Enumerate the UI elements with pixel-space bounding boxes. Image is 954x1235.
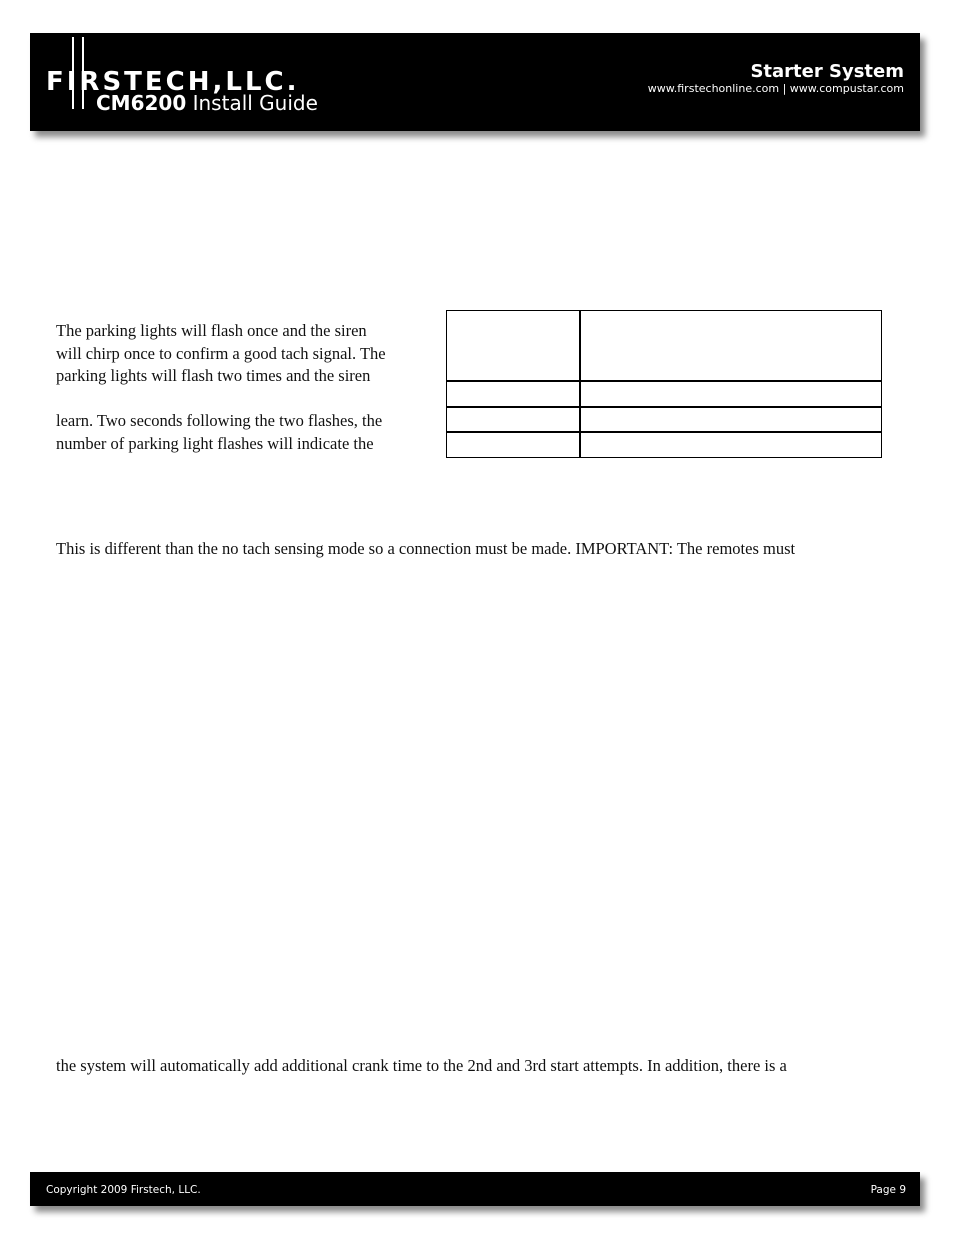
paragraph-line: learn. Two seconds following the two flashes, the <box>56 411 383 430</box>
tach-flash-table <box>446 310 882 458</box>
page-footer <box>30 1172 920 1206</box>
paragraph-line: parking lights will flash two times and the siren <box>56 366 371 385</box>
connection-text: This is different than the no tach sensing mode so a connection must be made. IMPORTANT: The remotes must <box>56 539 796 558</box>
page-number: Page 9 <box>870 1184 906 1196</box>
paragraph-line: The parking lights will flash once and the siren <box>56 321 367 340</box>
guide-title <box>96 93 318 113</box>
page-header <box>30 33 920 131</box>
firstech-logo: FIRSTECH,LLC. <box>46 67 300 97</box>
table-row-divider <box>447 431 881 433</box>
guide-label: Install Guide <box>186 91 318 115</box>
crank-time-text: the system will automatically add additional crank time to the 2nd and 3rd start attempts. In addition, there is a <box>56 1056 787 1075</box>
paragraph-line: will chirp once to confirm a good tach signal. The <box>56 343 386 363</box>
table-row-divider <box>447 380 881 382</box>
model-name: CM6200 <box>96 91 187 115</box>
copyright-text: Copyright 2009 Firstech, LLC. <box>46 1184 201 1196</box>
paragraph-line: number of parking light flashes will indicate the <box>56 433 374 453</box>
system-title: Starter System <box>750 61 904 82</box>
table-column-divider <box>579 311 581 457</box>
table-row-divider <box>447 406 881 408</box>
tach-paragraph <box>56 320 436 455</box>
website-links: www.firstechonline.com | www.compustar.com <box>647 82 904 95</box>
paragraph-line <box>56 388 436 411</box>
